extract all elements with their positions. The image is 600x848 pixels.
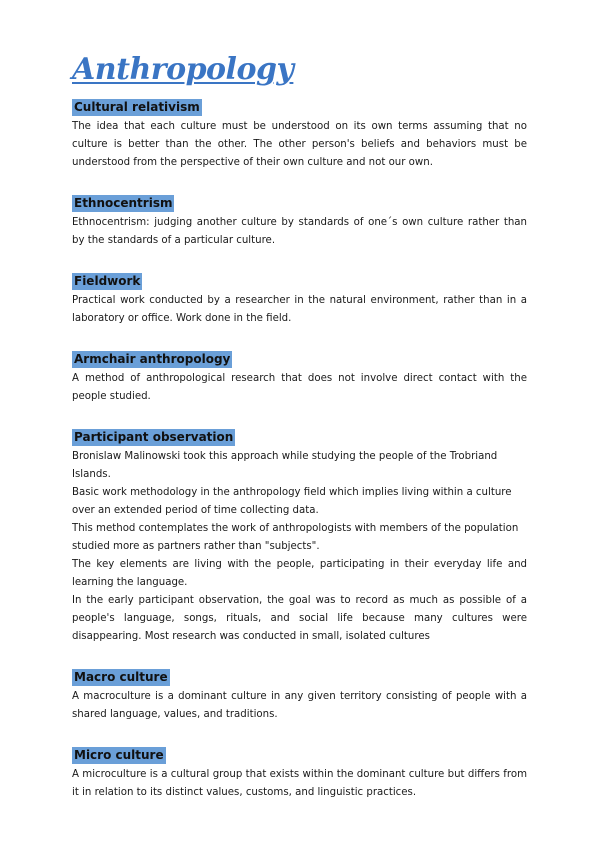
section-paragraph: A method of anthropological research that does not involve direct contact with the people studied. xyxy=(72,373,527,402)
section-paragraph: The key elements are living with the people, participating in their everyday life and learning the language. xyxy=(72,559,527,588)
section-heading: Participant observation xyxy=(74,430,234,444)
section-ethnocentrism xyxy=(72,192,527,250)
section-heading: Fieldwork xyxy=(74,274,141,288)
section-cultural-relativism xyxy=(72,96,527,172)
section-paragraph: The idea that each culture must be understood on its own terms assuming that no culture is better than the other. The other person's beliefs and behaviors must be understood from the perspective of their own culture and not our own. xyxy=(72,121,527,168)
section-heading: Cultural relativism xyxy=(74,100,200,114)
section-paragraph: Ethnocentrism: judging another culture by standards of one´s own culture rather than by the standards of a particular culture. xyxy=(72,217,527,246)
section-micro-culture xyxy=(72,744,527,802)
section-heading: Armchair anthropology xyxy=(74,352,231,366)
section-participant-observation xyxy=(72,426,527,646)
section-paragraph: A microculture is a cultural group that exists within the dominant culture but differs from it in relation to its distinct values, customs, and linguistic practices. xyxy=(72,769,527,798)
document-page xyxy=(72,52,527,822)
section-paragraph: Basic work methodology in the anthropology field which implies living within a culture over an extended period of time collecting data. xyxy=(72,487,512,516)
section-paragraph: This method contemplates the work of anthropologists with members of the population studied more as partners rather than "subjects". xyxy=(72,523,519,552)
section-armchair-anthropology xyxy=(72,348,527,406)
section-fieldwork xyxy=(72,270,527,328)
page-title: Anthropology xyxy=(72,52,294,87)
section-heading: Micro culture xyxy=(74,748,164,762)
section-heading: Macro culture xyxy=(74,670,168,684)
section-paragraph: A macroculture is a dominant culture in any given territory consisting of people with a shared language, values, and traditions. xyxy=(72,691,527,720)
section-heading: Ethnocentrism xyxy=(74,196,173,210)
section-paragraph: In the early participant observation, the goal was to record as much as possible of a people's language, songs, rituals, and social life because many cultures were disappearing. Most research was conducted in small, isolated cultures xyxy=(72,595,527,642)
section-paragraph: Practical work conducted by a researcher in the natural environment, rather than in a laboratory or office. Work done in the field. xyxy=(72,295,527,324)
section-paragraph: Bronislaw Malinowski took this approach while studying the people of the Trobriand Islands. xyxy=(72,451,498,480)
section-macro-culture xyxy=(72,666,527,724)
